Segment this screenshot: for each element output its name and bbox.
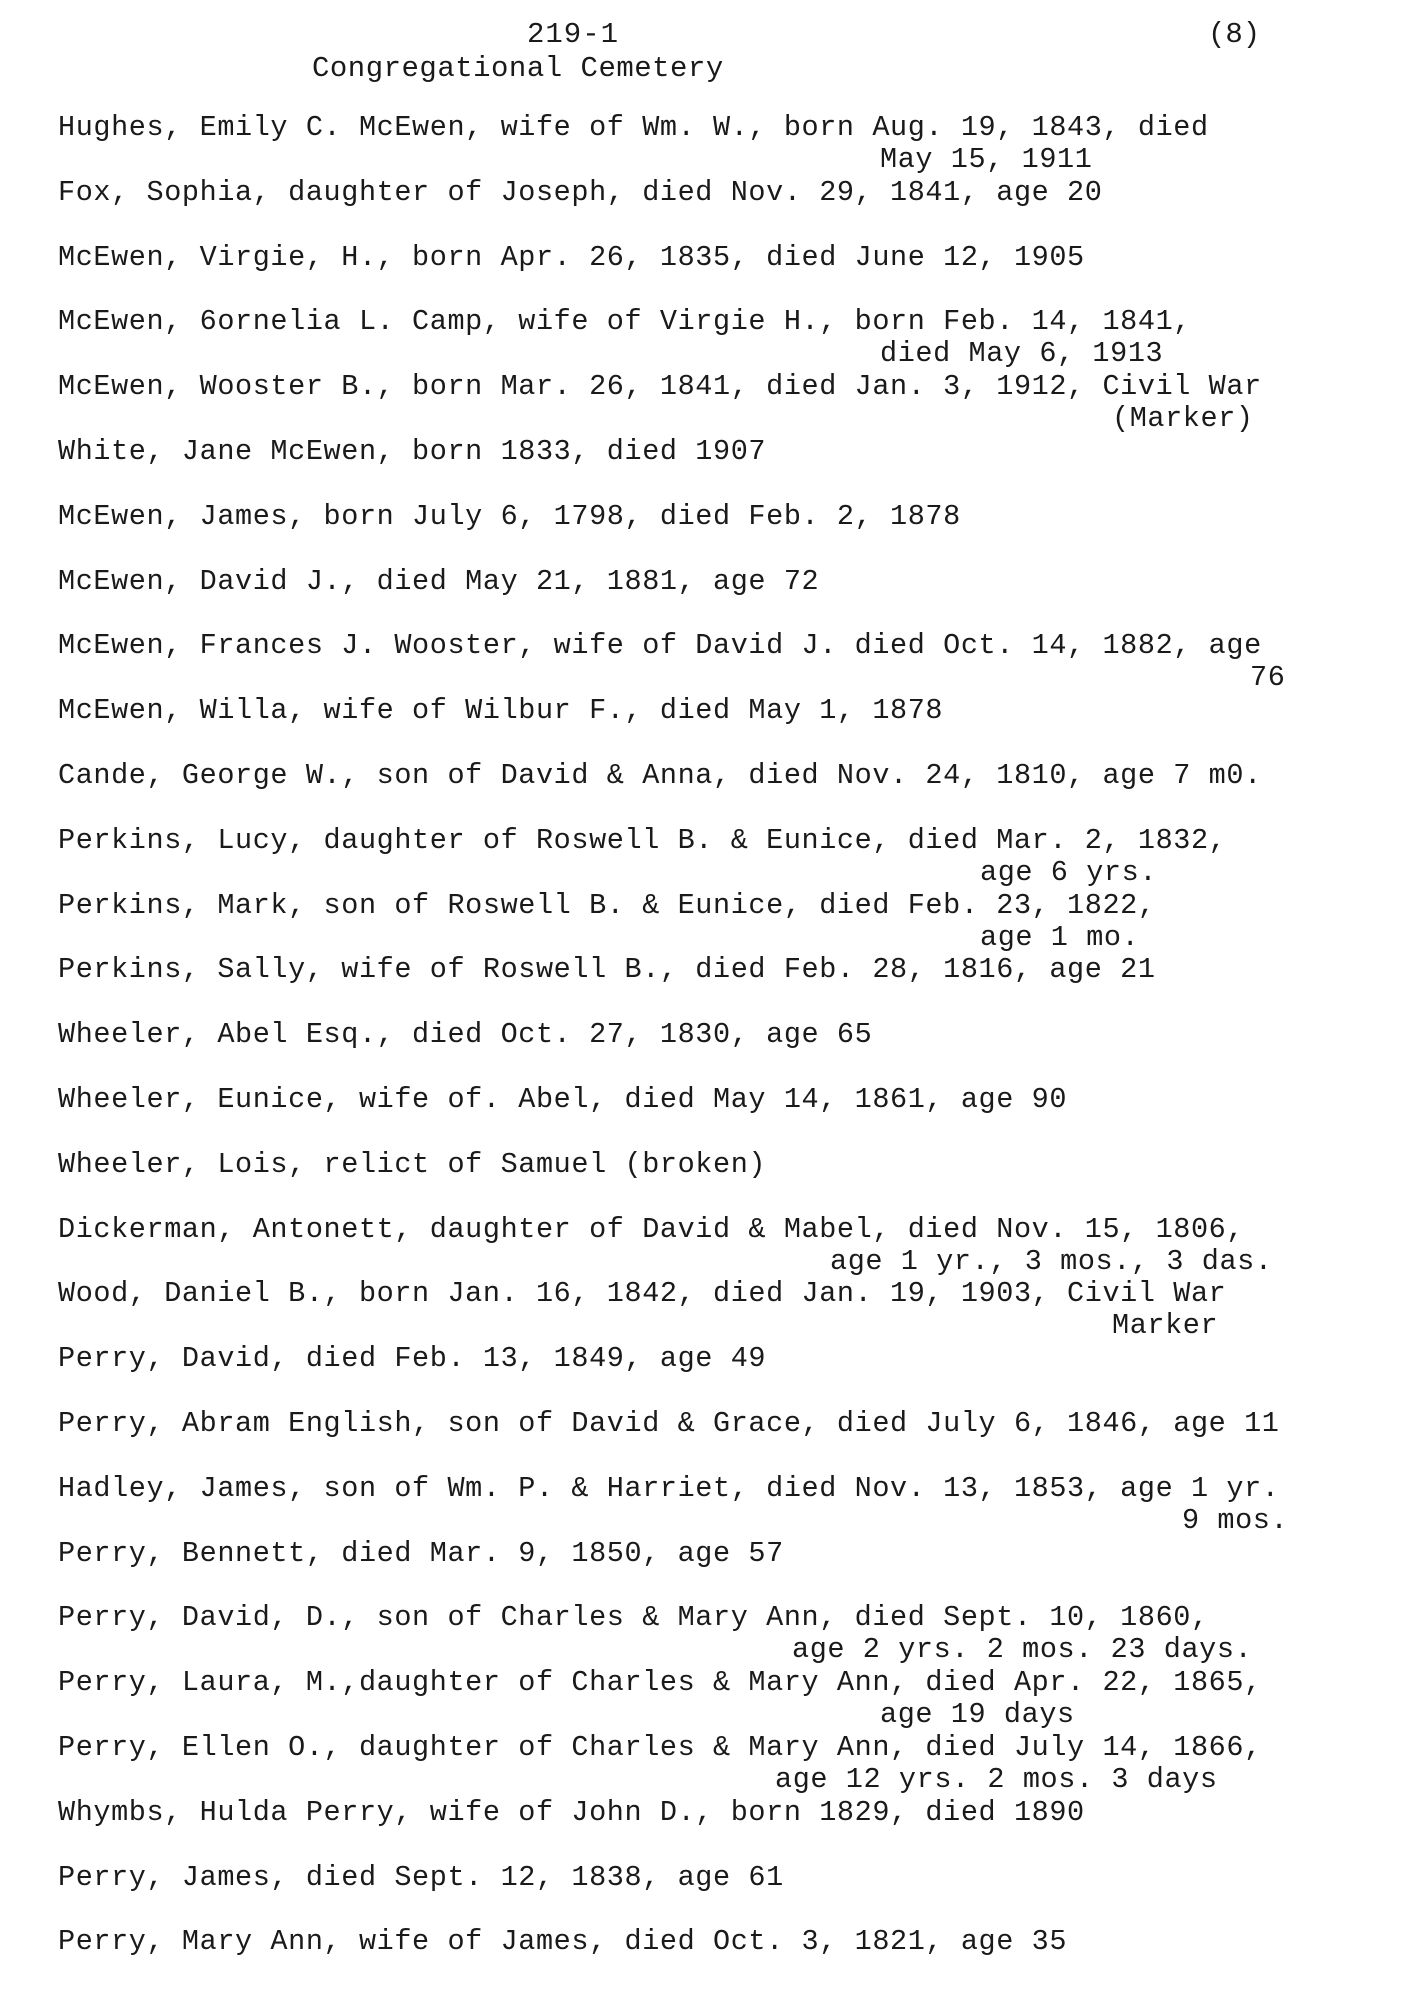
record-continuation: age 1 mo. — [980, 920, 1140, 954]
burial-record — [58, 1926, 1398, 1991]
burial-record-list — [58, 112, 1398, 1991]
record-text: Hadley, James, son of Wm. P. & Harriet, died Nov. 13, 1853, age 1 yr. — [58, 1471, 1280, 1505]
record-text: McEwen, Virgie, H., born Apr. 26, 1835, died June 12, 1905 — [58, 240, 1085, 274]
record-continuation: age 6 yrs. — [980, 855, 1158, 889]
burial-record — [58, 1214, 1398, 1279]
record-text: McEwen, Willa, wife of Wilbur F., died May 1, 1878 — [58, 694, 944, 728]
burial-record — [58, 1473, 1398, 1538]
burial-record — [58, 112, 1398, 177]
record-continuation: age 19 days — [880, 1698, 1075, 1732]
record-text: Perry, Laura, M.,daughter of Charles & Mary Ann, died Apr. 22, 1865, — [58, 1666, 1262, 1700]
burial-record — [58, 1278, 1398, 1343]
burial-record — [58, 630, 1398, 695]
record-text: Whymbs, Hulda Perry, wife of John D., born 1829, died 1890 — [58, 1795, 1085, 1829]
burial-record — [58, 890, 1398, 955]
burial-record — [58, 1343, 1398, 1408]
record-text: Wheeler, Eunice, wife of. Abel, died May 14, 1861, age 90 — [58, 1082, 1068, 1116]
record-text: Fox, Sophia, daughter of Joseph, died Nov. 29, 1841, age 20 — [58, 175, 1103, 209]
record-text: Perkins, Mark, son of Roswell B. & Eunice, died Feb. 23, 1822, — [58, 888, 1156, 922]
burial-record — [58, 177, 1398, 242]
record-text: Perry, Abram English, son of David & Grace, died July 6, 1846, age 11 — [58, 1406, 1280, 1440]
burial-record — [58, 695, 1398, 760]
burial-record — [58, 1084, 1398, 1149]
record-text: McEwen, Wooster B., born Mar. 26, 1841, died Jan. 3, 1912, Civil War — [58, 370, 1262, 404]
burial-record — [58, 371, 1398, 436]
record-text: Dickerman, Antonett, daughter of David & Mabel, died Nov. 15, 1806, — [58, 1212, 1245, 1246]
record-text: Perkins, Lucy, daughter of Roswell B. & Eunice, died Mar. 2, 1832, — [58, 823, 1227, 857]
burial-record — [58, 436, 1398, 501]
record-text: Perry, David, died Feb. 13, 1849, age 49 — [58, 1342, 767, 1376]
record-continuation: 76 — [1250, 661, 1286, 695]
burial-record — [58, 825, 1398, 890]
record-text: Perry, James, died Sept. 12, 1838, age 61 — [58, 1860, 784, 1894]
document-id: 219-1 — [527, 18, 620, 51]
record-text: Perry, David, D., son of Charles & Mary Ann, died Sept. 10, 1860, — [58, 1601, 1209, 1635]
record-text: McEwen, 6ornelia L. Camp, wife of Virgie H., born Feb. 14, 1841, — [58, 305, 1191, 339]
record-text: McEwen, Frances J. Wooster, wife of David J. died Oct. 14, 1882, age — [58, 629, 1262, 663]
page-title: Congregational Cemetery — [312, 52, 724, 85]
burial-record — [58, 1797, 1398, 1862]
record-continuation: age 12 yrs. 2 mos. 3 days — [775, 1762, 1218, 1796]
record-text: Wheeler, Abel Esq., died Oct. 27, 1830, age 65 — [58, 1018, 873, 1052]
record-continuation: age 1 yr., 3 mos., 3 das. — [830, 1244, 1273, 1278]
burial-record — [58, 1732, 1398, 1797]
record-text: Wheeler, Lois, relict of Samuel (broken) — [58, 1147, 767, 1181]
burial-record — [58, 954, 1398, 1019]
burial-record — [58, 1667, 1398, 1732]
record-text: White, Jane McEwen, born 1833, died 1907 — [58, 434, 767, 468]
burial-record — [58, 1538, 1398, 1603]
record-continuation: Marker — [1112, 1309, 1219, 1343]
record-continuation: 9 mos. — [1182, 1503, 1289, 1537]
record-continuation: (Marker) — [1112, 402, 1254, 436]
record-continuation: May 15, 1911 — [880, 143, 1093, 176]
burial-record — [58, 760, 1398, 825]
record-text: Perry, Ellen O., daughter of Charles & Mary Ann, died July 14, 1866, — [58, 1730, 1262, 1764]
burial-record — [58, 501, 1398, 566]
record-text: Perry, Bennett, died Mar. 9, 1850, age 57 — [58, 1536, 784, 1570]
record-text: McEwen, James, born July 6, 1798, died Feb. 2, 1878 — [58, 499, 961, 533]
page-number: (8) — [1208, 18, 1261, 51]
burial-record — [58, 566, 1398, 631]
record-text: McEwen, David J., died May 21, 1881, age 72 — [58, 564, 820, 598]
burial-record — [58, 1408, 1398, 1473]
record-continuation: age 2 yrs. 2 mos. 23 days. — [792, 1633, 1253, 1667]
record-text: Hughes, Emily C. McEwen, wife of Wm. W., born Aug. 19, 1843, died — [58, 111, 1209, 144]
burial-record — [58, 1019, 1398, 1084]
record-text: Perry, Mary Ann, wife of James, died Oct. 3, 1821, age 35 — [58, 1925, 1068, 1959]
burial-record — [58, 1862, 1398, 1927]
burial-record — [58, 1149, 1398, 1214]
record-text: Perkins, Sally, wife of Roswell B., died Feb. 28, 1816, age 21 — [58, 953, 1156, 987]
burial-record — [58, 306, 1398, 371]
burial-record — [58, 1602, 1398, 1667]
record-text: Cande, George W., son of David & Anna, died Nov. 24, 1810, age 7 m0. — [58, 758, 1262, 792]
record-text: Wood, Daniel B., born Jan. 16, 1842, died Jan. 19, 1903, Civil War — [58, 1277, 1227, 1311]
burial-record — [58, 242, 1398, 307]
record-continuation: died May 6, 1913 — [880, 337, 1164, 371]
